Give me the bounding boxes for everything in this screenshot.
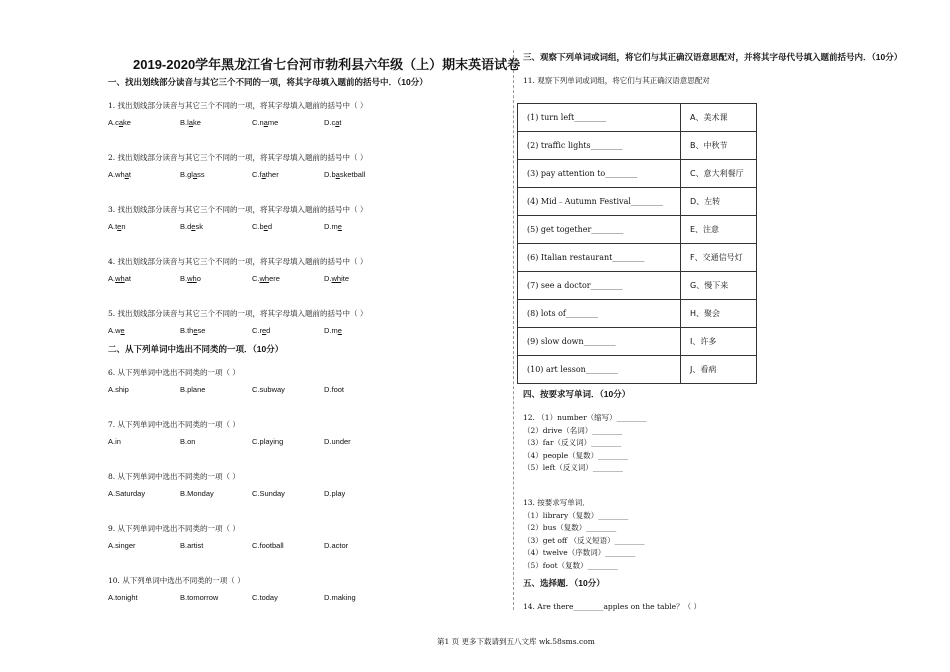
option-text: A.t — [108, 222, 118, 231]
section-2-heading: 二、从下列单词中选出不同类的一项．（10分） — [108, 344, 284, 354]
question-8-option: D.play — [324, 489, 346, 498]
question-4-option — [108, 274, 131, 283]
option-text: C.f — [252, 170, 262, 179]
underlined-letters: e — [262, 326, 267, 335]
option-text: ite — [341, 274, 350, 283]
question-6-option: B.plane — [180, 385, 206, 394]
question-1-option — [324, 118, 342, 127]
option-text: n — [121, 222, 126, 231]
question-13-stem: 13. 按要求写单词． — [523, 498, 590, 507]
question-4-option — [252, 274, 280, 283]
question-7-option: D.under — [324, 437, 351, 446]
question-8-option: C.Sunday — [252, 489, 285, 498]
matching-term: (4) Mid﹣Autumn Festival________ — [518, 188, 681, 216]
option-text: B.gl — [180, 170, 193, 179]
question-13-subitem: （4）twelve（序数词）________ — [523, 548, 636, 558]
option-text: A.c — [108, 118, 119, 127]
underlined-letters: a — [188, 118, 193, 127]
option-text: A.wh — [108, 170, 125, 179]
footer-prefix: 第 — [437, 637, 445, 646]
question-12-subitem: （2）drive（名词）________ — [523, 425, 623, 435]
option-text: B.d — [180, 222, 192, 231]
question-9-option: A.singer — [108, 541, 136, 550]
underlined-letters: e — [191, 222, 196, 231]
option-text: D.m — [324, 326, 338, 335]
underlined-letters: wh — [187, 274, 197, 283]
matching-meaning: C、意大利餐厅 — [681, 160, 757, 188]
underlined-letters: a — [118, 118, 124, 127]
option-text: A. — [108, 274, 116, 283]
matching-meaning: J、看病 — [681, 356, 757, 384]
section-4-heading: 四、按要求写单词．（10分） — [523, 389, 631, 399]
question-6-option: C.subway — [252, 385, 285, 394]
section-1-heading: 一、找出划线部分读音与其它三个不同的一项，将其字母填入题前的括号中．（10分） — [108, 77, 428, 87]
option-text: me — [267, 118, 279, 127]
matching-term: (8) lots of________ — [518, 300, 681, 328]
underlined-letters: a — [192, 170, 198, 179]
question-8-option: B.Monday — [180, 489, 214, 498]
question-9-option: B.artist — [180, 541, 204, 550]
question-10-option: C.today — [252, 593, 278, 602]
question-10-option: D.making — [324, 593, 356, 602]
option-text: C. — [252, 274, 260, 283]
option-text: ss — [197, 170, 205, 179]
option-text: ke — [192, 118, 201, 127]
question-12-subitem: （5）left（反义词）________ — [523, 463, 623, 473]
option-text: A.w — [108, 326, 121, 335]
underlined-letters: a — [124, 170, 129, 179]
option-text: sketball — [339, 170, 366, 179]
underlined-letters: e — [263, 222, 268, 231]
question-5-stem: 5. 找出划线部分读音与其它三个不同的一项，将其字母填入题前的括号中（ ） — [108, 309, 368, 318]
option-text: D.c — [324, 118, 336, 127]
question-1-option — [180, 118, 201, 127]
option-text: ke — [123, 118, 131, 127]
matching-term: (6) Italian restaurant________ — [518, 244, 681, 272]
option-text: C.n — [252, 118, 264, 127]
matching-meaning: D、左转 — [681, 188, 757, 216]
question-14-stem: 14. Are there________apples on the table？（ ） — [523, 602, 701, 611]
question-8-option: A.Saturday — [108, 489, 146, 498]
matching-row — [518, 188, 757, 216]
underlined-letters: e — [337, 326, 342, 335]
matching-row — [518, 104, 757, 132]
column-divider — [513, 50, 514, 610]
question-2-option — [108, 170, 131, 179]
question-9-option: C.football — [252, 541, 284, 550]
question-6-option: A.ship — [108, 385, 129, 394]
question-3-option — [252, 222, 272, 231]
question-2-stem: 2. 找出划线部分读音与其它三个不同的一项，将其字母填入题前的括号中（ ） — [108, 153, 368, 162]
question-6-stem: 6. 从下列单词中选出不同类的一项（ ） — [108, 368, 240, 377]
question-7-option: B.on — [180, 437, 196, 446]
option-text: B. — [180, 274, 188, 283]
question-6-option: D.foot — [324, 385, 345, 394]
option-text: B.th — [180, 326, 194, 335]
matching-meaning: H、聚会 — [681, 300, 757, 328]
question-4-stem: 4. 找出划线部分读音与其它三个不同的一项，将其字母填入题前的括号中（ ） — [108, 257, 368, 266]
question-9-stem: 9. 从下列单词中选出不同类的一项（ ） — [108, 524, 240, 533]
underlined-letters: e — [117, 222, 122, 231]
option-text: t — [128, 170, 131, 179]
matching-term: (3) pay attention to________ — [518, 160, 681, 188]
question-7-option: C.playing — [252, 437, 284, 446]
underlined-letters: a — [263, 118, 268, 127]
question-12-subitem: （4）people（复数）________ — [523, 450, 629, 460]
matching-meaning: F、交通信号灯 — [681, 244, 757, 272]
option-text: t — [339, 118, 342, 127]
option-text: d — [266, 326, 271, 335]
matching-row — [518, 132, 757, 160]
option-text: D.b — [324, 170, 336, 179]
option-text: se — [197, 326, 206, 335]
option-text: sk — [195, 222, 203, 231]
underlined-letters: wh — [259, 274, 270, 283]
question-5-option — [108, 326, 125, 335]
question-1-option — [252, 118, 278, 127]
option-text: D.m — [324, 222, 338, 231]
section-5-heading: 五、选择题．（10分） — [523, 578, 605, 588]
question-3-stem: 3. 找出划线部分读音与其它三个不同的一项，将其字母填入题前的括号中（ ） — [108, 205, 368, 214]
underlined-letters: a — [261, 170, 266, 179]
footer-page-number: 1 — [444, 637, 450, 646]
matching-meaning: B、中秋节 — [681, 132, 757, 160]
question-5-option — [180, 326, 205, 335]
question-3-option — [324, 222, 342, 231]
matching-row — [518, 244, 757, 272]
matching-term: (2) traffic lights________ — [518, 132, 681, 160]
question-7-option: A.in — [108, 437, 121, 446]
question-4-option — [324, 274, 349, 283]
matching-term: (1) turn left________ — [518, 104, 681, 132]
matching-term: (5) get together________ — [518, 216, 681, 244]
option-text: ther — [265, 170, 279, 179]
matching-row — [518, 216, 757, 244]
matching-row — [518, 300, 757, 328]
matching-term: (7) see a doctor________ — [518, 272, 681, 300]
matching-meaning: I、许多 — [681, 328, 757, 356]
question-12-subitem: （3）far（反义词）________ — [523, 438, 622, 448]
option-text: ere — [269, 274, 280, 283]
question-2-option — [180, 170, 205, 179]
matching-row — [518, 272, 757, 300]
underlined-letters: e — [193, 326, 198, 335]
footer-text: 页 更多下载请到五八文库 wk.58sms.com — [451, 637, 595, 646]
question-9-option: D.actor — [324, 541, 349, 550]
option-text: o — [196, 274, 201, 283]
option-text: d — [267, 222, 273, 231]
question-10-stem: 10. 从下列单词中选出不同类的一项（ ） — [108, 576, 245, 585]
question-13-subitem: （5）foot（复数）________ — [523, 561, 618, 570]
question-13-subitem: （3）get off （反义短语）________ — [523, 535, 645, 545]
matching-term: (10) art lesson________ — [518, 356, 681, 384]
question-5-option — [324, 326, 342, 335]
matching-meaning: E、注意 — [681, 216, 757, 244]
question-1-option — [108, 118, 131, 127]
matching-row — [518, 160, 757, 188]
matching-table — [517, 103, 757, 384]
page-title: 2019-2020学年黑龙江省七台河市勃利县六年级（上）期末英语试卷 — [133, 57, 521, 72]
question-12-line: 12. （1）number（缩写）________ — [523, 413, 647, 422]
question-5-option — [252, 326, 270, 335]
matching-meaning: G、慢下来 — [681, 272, 757, 300]
question-4-option — [180, 274, 201, 283]
section-3-heading: 三、观察下列单词或词组，将它们与其正确汉语意思配对，并将其字母代号填入题前括号内．（10分） — [523, 52, 903, 62]
matching-meaning: A、美术课 — [681, 104, 757, 132]
matching-row — [518, 328, 757, 356]
question-10-option: A.tonight — [108, 593, 138, 602]
underlined-letters: e — [337, 222, 342, 231]
question-10-option: B.tomorrow — [180, 593, 219, 602]
option-text: D. — [324, 274, 332, 283]
question-8-stem: 8. 从下列单词中选出不同类的一项（ ） — [108, 472, 240, 481]
page-footer — [437, 636, 595, 647]
question-11-stem: 11. 观察下列单词或词组，将它们与其正确汉语意思配对 — [523, 76, 710, 85]
underlined-letters: a — [335, 118, 340, 127]
question-1-stem: 1. 找出划线部分读音与其它三个不同的一项，将其字母填入题前的括号中（ ） — [108, 101, 368, 110]
question-3-option — [108, 222, 126, 231]
underlined-letters: a — [335, 170, 340, 179]
underlined-letters: wh — [115, 274, 125, 283]
question-3-option — [180, 222, 203, 231]
option-text: at — [124, 274, 131, 283]
underlined-letters: e — [120, 326, 125, 335]
matching-row — [518, 356, 757, 384]
question-2-option — [324, 170, 365, 179]
underlined-letters: wh — [331, 274, 342, 283]
option-text: C.b — [252, 222, 264, 231]
option-text: C.r — [252, 326, 262, 335]
question-13-subitem: （2）bus（复数）________ — [523, 523, 617, 533]
option-text: B.l — [180, 118, 189, 127]
question-13-subitem: （1）library（复数）________ — [523, 510, 629, 520]
matching-term: (9) slow down________ — [518, 328, 681, 356]
question-2-option — [252, 170, 279, 179]
question-7-stem: 7. 从下列单词中选出不同类的一项（ ） — [108, 420, 240, 429]
